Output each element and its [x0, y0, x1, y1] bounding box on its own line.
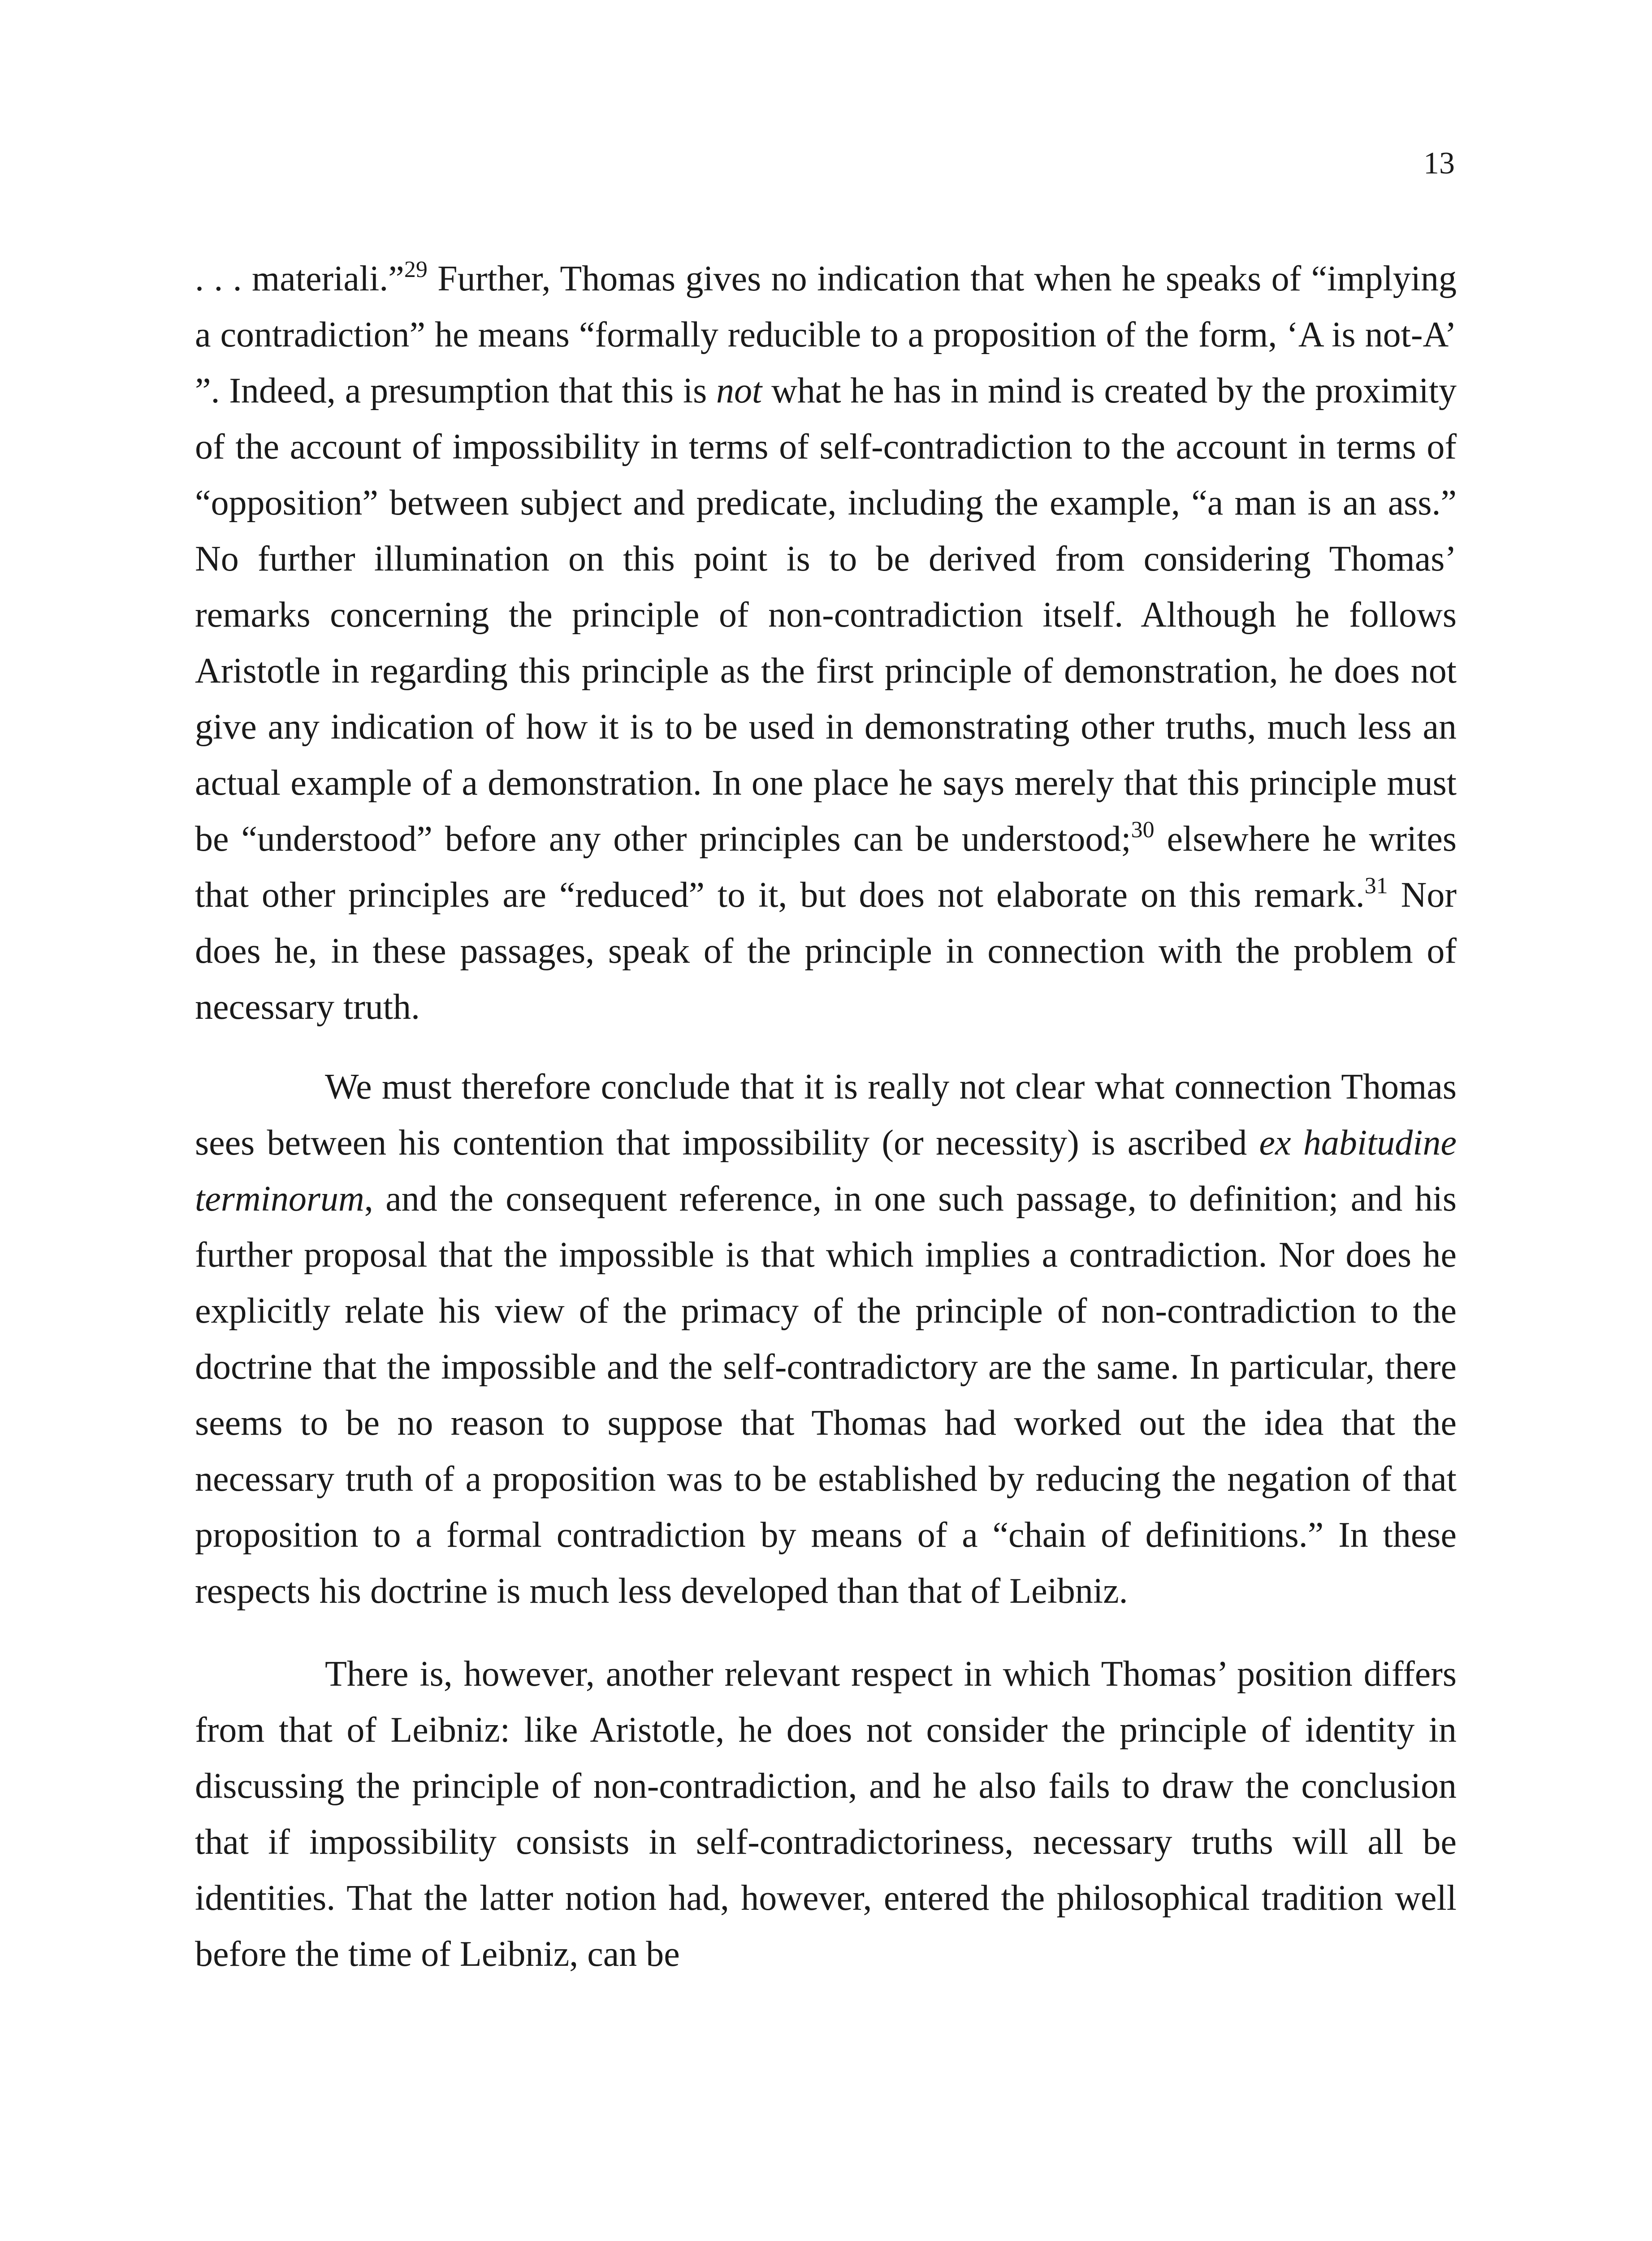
paragraph-2: [195, 1059, 1457, 1619]
text-run: Further, Thomas gives no indication that when he speaks of “implying a contradiction” he means “formally reducible to a proposition of the form, ‘A is not-A’ ”. Indeed, a presumption that this is: [195, 259, 1457, 411]
page-number: 13: [1423, 146, 1455, 181]
text-run: what he has in mind is created by the proximity of the account of impossibility in terms of self-contradiction to the account in terms of “opposition” between subject and predicate, including the example, “a man is an ass.” No further illumination on this point is to be derived from considering Thomas’ remarks concerning the principle of non-contradiction itself. Although he follows Aristotle in regarding this principle as the first principle of demonstration, he does not give any indication of how it is to be used in demonstrating other truths, much less an actual example of a demonstration. In one place he says merely that this principle must be “understood” before any other principles can be understood;: [195, 371, 1457, 859]
text-run: elsewhere he writes that other principles are “reduced” to it, but does not elaborate on this remark.: [195, 819, 1457, 915]
text-run: . . . materiali.”: [195, 259, 404, 299]
paragraph-3: [195, 1646, 1457, 1982]
emphasis: ex habitudine terminorum: [195, 1123, 1457, 1219]
body-text: [195, 251, 1457, 1982]
emphasis: not: [716, 371, 762, 411]
footnote-ref-31: 31: [1364, 873, 1388, 899]
text-run: Nor does he, in these passages, speak of the principle in connection with the problem of necessary truth.: [195, 875, 1457, 1027]
footnote-ref-30: 30: [1131, 817, 1155, 843]
text-run: , and the consequent reference, in one such passage, to definition; and his further proposal that the impossible is that which implies a contradiction. Nor does he explicitly relate his view of the primacy of the principle of non-contradiction to the doctrine that the impossible and the self-contradictory are the same. In particular, there seems to be no reason to suppose that Thomas had worked out the idea that the necessary truth of a proposition was to be established by reducing the negation of that proposition to a formal contradiction by means of a “chain of definitions.” In these respects his doctrine is much less developed than that of Leibniz.: [195, 1179, 1457, 1611]
text-run: There is, however, another relevant respect in which Thomas’ position differs from that of Leibniz: like Aristotle, he does not consider the principle of identity in discussing the principle of non-contradiction, and he also fails to draw the conclusion that if impossibility consists in self-contradictoriness, necessary truths will all be identities. That the latter notion had, however, entered the philosophical tradition well before the time of Leibniz, can be: [195, 1654, 1457, 1974]
text-run: We must therefore conclude that it is really not clear what connection Thomas sees between his contention that impossibility (or necessity) is ascribed: [195, 1067, 1457, 1163]
paragraph-1: [195, 251, 1457, 1035]
footnote-ref-29: 29: [404, 257, 428, 282]
